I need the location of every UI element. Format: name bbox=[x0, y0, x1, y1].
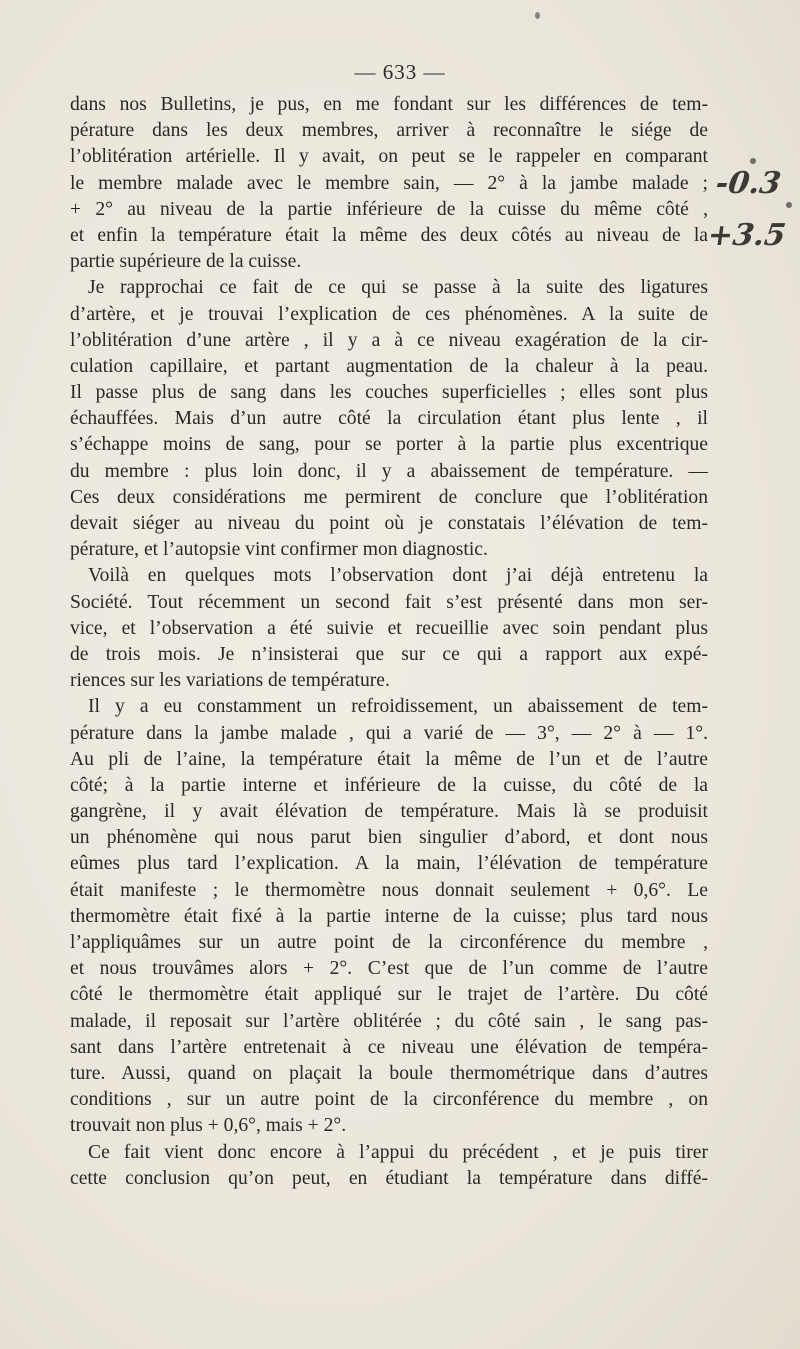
text-line: pérature dans la jambe malade , qui a varié de — 3°, — 2° à — 1°. bbox=[70, 722, 708, 744]
text-line: Ces deux considérations me permirent de conclure que l’oblitération bbox=[70, 486, 708, 508]
ink-dot bbox=[786, 202, 792, 208]
text-line: l’oblitération d’une artère , il y a à ce niveau exagération de la cir- bbox=[70, 329, 708, 351]
handwritten-margin-notes bbox=[705, 160, 800, 280]
text-line: ture. Aussi, quand on plaçait la boule thermométrique dans d’autres bbox=[70, 1062, 708, 1084]
text-line: + 2° au niveau de la partie inférieure de la cuisse du même côté , bbox=[70, 198, 708, 220]
ink-speck bbox=[535, 12, 540, 19]
handwritten-note: +3.5 bbox=[705, 218, 788, 253]
text-line: Société. Tout récemment un second fait s’est présenté dans mon ser- bbox=[70, 591, 708, 613]
text-line: vice, et l’observation a été suivie et recueillie avec soin pendant plus bbox=[70, 617, 708, 639]
text-line: et nous trouvâmes alors + 2°. C’est que de l’un comme de l’autre bbox=[70, 958, 708, 980]
text-line: Il passe plus de sang dans les couches superficielles ; elles sont plus bbox=[70, 382, 708, 404]
text-line: cette conclusion qu’on peut, en étudiant la température dans diffé- bbox=[70, 1167, 708, 1189]
text-line: côté le thermomètre était appliqué sur le trajet de l’artère. Du côté bbox=[70, 984, 708, 1006]
text-line: devait siéger au niveau du point où je constatais l’élévation de tem- bbox=[70, 513, 708, 534]
body-text bbox=[70, 92, 708, 1192]
text-line: Il y a eu constamment un refroidissement, un abaissement de tem- bbox=[88, 696, 708, 718]
text-line: thermomètre était fixé à la partie interne de la cuisse; plus tard nous bbox=[70, 905, 708, 927]
text-line: trouvait non plus + 0,6°, mais + 2°. bbox=[70, 1115, 347, 1137]
text-line: l’oblitération artérielle. Il y avait, on peut se le rappeler en comparant bbox=[70, 146, 708, 168]
text-line: eûmes plus tard l’explication. A la main, l’élévation de température bbox=[70, 853, 708, 875]
text-line: et enfin la température était la même des deux côtés au niveau de la bbox=[70, 224, 708, 246]
text-line: culation capillaire, et partant augmentation de la chaleur à la peau. bbox=[70, 355, 708, 377]
text-line: le membre malade avec le membre sain, — 2° à la jambe malade ; bbox=[70, 172, 708, 194]
ink-dot bbox=[750, 158, 756, 164]
text-line: du membre : plus loin donc, il y a abaissement de température. — bbox=[70, 460, 708, 482]
text-line: malade, il reposait sur l’artère oblitérée ; du côté sain , le sang pas- bbox=[70, 1010, 708, 1032]
text-line: un phénomène qui nous parut bien singulier d’abord, et dont nous bbox=[70, 827, 708, 849]
text-line: de trois mois. Je n’insisterai que sur ce qui a rapport aux expé- bbox=[70, 643, 708, 665]
text-line: gangrène, il y avait élévation de température. Mais là se produisit bbox=[70, 801, 708, 823]
text-line: Ce fait vient donc encore à l’appui du précédent , et je puis tirer bbox=[88, 1141, 708, 1163]
text-line: échauffées. Mais d’un autre côté la circulation étant plus lente , il bbox=[70, 408, 708, 430]
text-line: conditions , sur un autre point de la circonférence du membre , on bbox=[70, 1089, 708, 1111]
text-line: Je rapprochai ce fait de ce qui se passe à la suite des ligatures bbox=[88, 277, 708, 299]
text-line: pérature dans les deux membres, arriver à reconnaître le siége de bbox=[70, 120, 708, 142]
text-line: s’échappe moins de sang, pour se porter à la partie plus excentrique bbox=[70, 434, 708, 456]
text-line: partie supérieure de la cuisse. bbox=[70, 251, 302, 273]
text-line: Voilà en quelques mots l’observation dont j’ai déjà entretenu la bbox=[88, 565, 708, 587]
page-number: — 633 — bbox=[354, 60, 446, 84]
text-line: côté; à la partie interne et inférieure de la cuisse, du côté de la bbox=[70, 774, 708, 796]
text-line: sant dans l’artère entretenait à ce niveau une élévation de tempéra- bbox=[70, 1036, 708, 1058]
text-line: pérature, et l’autopsie vint confirmer mon diagnostic. bbox=[70, 539, 488, 561]
handwritten-note: -0.3 bbox=[713, 166, 784, 201]
text-line: riences sur les variations de température. bbox=[70, 670, 390, 692]
text-line: dans nos Bulletins, je pus, en me fondant sur les différences de tem- bbox=[70, 94, 708, 115]
text-line: d’artère, et je trouvai l’explication de ces phénomènes. A la suite de bbox=[70, 303, 708, 325]
text-line: Au pli de l’aine, la température était la même de l’un et de l’autre bbox=[70, 748, 708, 770]
text-line: l’appliquâmes sur un autre point de la circonférence du membre , bbox=[70, 932, 708, 953]
text-line: était manifeste ; le thermomètre nous donnait seulement + 0,6°. Le bbox=[70, 879, 708, 901]
